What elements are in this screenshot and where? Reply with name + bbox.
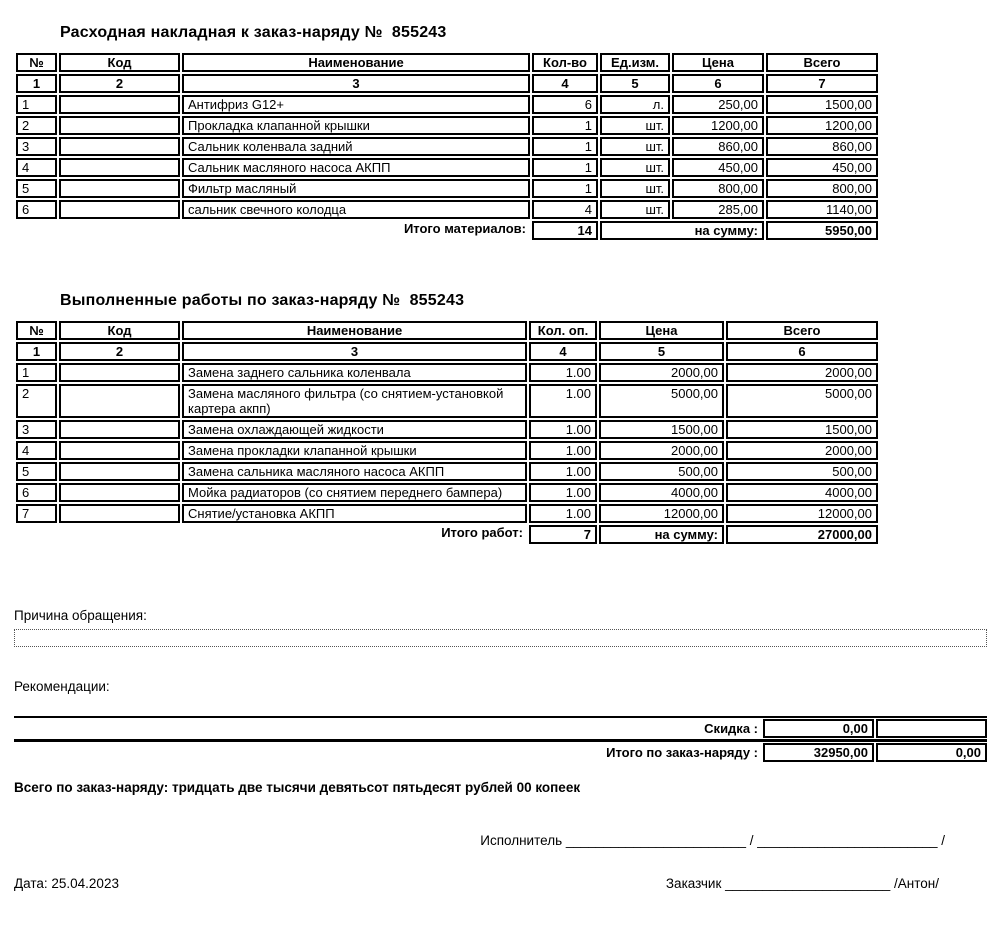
cell-total: 5000,00 bbox=[726, 384, 878, 418]
cell-name: Сальник коленвала задний bbox=[182, 137, 530, 156]
column-number: 5 bbox=[600, 74, 670, 93]
column-header-qty: Кол. оп. bbox=[529, 321, 597, 340]
total-in-words: Всего по заказ-наряду: тридцать две тысячи девятьсот пятьдесят рублей 00 копеек bbox=[14, 780, 581, 795]
discount-extra bbox=[876, 719, 987, 738]
works-total-sum: 27000,00 bbox=[726, 525, 878, 544]
column-header-code: Код bbox=[59, 53, 180, 72]
column-header-name: Наименование bbox=[182, 321, 527, 340]
cell-unit: шт. bbox=[600, 116, 670, 135]
column-header-code: Код bbox=[59, 321, 180, 340]
cell-unit: шт. bbox=[600, 179, 670, 198]
reason-label: Причина обращения: bbox=[14, 608, 147, 623]
reason-input-box bbox=[14, 629, 987, 647]
table-row bbox=[16, 116, 878, 135]
cell-name: Сальник масляного насоса АКПП bbox=[182, 158, 530, 177]
works-total-label: Итого работ: bbox=[441, 525, 523, 540]
column-number: 3 bbox=[182, 342, 527, 361]
column-number: 5 bbox=[599, 342, 724, 361]
cell-total: 860,00 bbox=[766, 137, 878, 156]
cell-n: 4 bbox=[16, 441, 57, 460]
column-number: 4 bbox=[532, 74, 598, 93]
column-header-total: Всего bbox=[766, 53, 878, 72]
cell-qty: 1 bbox=[532, 179, 598, 198]
works-colnum-row bbox=[16, 342, 878, 361]
date-label: Дата: 25.04.2023 bbox=[14, 876, 119, 891]
column-header-qty: Кол-во bbox=[532, 53, 598, 72]
cell-n: 4 bbox=[16, 158, 57, 177]
cell-total: 4000,00 bbox=[726, 483, 878, 502]
cell-total: 1140,00 bbox=[766, 200, 878, 219]
materials-totals-row bbox=[16, 221, 878, 240]
cell-n: 3 bbox=[16, 137, 57, 156]
table-row bbox=[16, 483, 878, 502]
cell-total: 800,00 bbox=[766, 179, 878, 198]
table-row bbox=[16, 504, 878, 523]
cell-unit: л. bbox=[600, 95, 670, 114]
cell-price: 500,00 bbox=[599, 462, 724, 481]
cell-qty: 1.00 bbox=[529, 363, 597, 382]
cell-qty: 6 bbox=[532, 95, 598, 114]
cell-code bbox=[59, 483, 180, 502]
cell-name: Антифриз G12+ bbox=[182, 95, 530, 114]
materials-title: Расходная накладная к заказ-наряду № 855243 bbox=[60, 24, 447, 41]
cell-name: Замена прокладки клапанной крышки bbox=[182, 441, 527, 460]
cell-total: 2000,00 bbox=[726, 363, 878, 382]
cell-qty: 1 bbox=[532, 137, 598, 156]
cell-n: 1 bbox=[16, 95, 57, 114]
materials-total-qty: 14 bbox=[532, 221, 598, 240]
column-header-number: № bbox=[16, 53, 57, 72]
order-total-extra: 0,00 bbox=[876, 743, 987, 762]
recommendations-label: Рекомендации: bbox=[14, 679, 110, 694]
cell-code bbox=[59, 384, 180, 418]
cell-name: сальник свечного колодца bbox=[182, 200, 530, 219]
column-header-total: Всего bbox=[726, 321, 878, 340]
cell-name: Фильтр масляный bbox=[182, 179, 530, 198]
materials-header-row bbox=[16, 53, 878, 72]
cell-unit: шт. bbox=[600, 137, 670, 156]
works-header-row bbox=[16, 321, 878, 340]
cell-n: 2 bbox=[16, 116, 57, 135]
column-number: 2 bbox=[59, 74, 180, 93]
column-number: 3 bbox=[182, 74, 530, 93]
customer-signature-line: Заказчик ______________________ /Антон/ bbox=[665, 876, 939, 891]
cell-price: 2000,00 bbox=[599, 363, 724, 382]
materials-table bbox=[14, 51, 880, 242]
cell-n: 5 bbox=[16, 462, 57, 481]
cell-code bbox=[59, 116, 180, 135]
works-body bbox=[16, 363, 878, 523]
divider bbox=[14, 716, 987, 718]
discount-row bbox=[14, 719, 987, 738]
table-row bbox=[16, 363, 878, 382]
cell-n: 1 bbox=[16, 363, 57, 382]
cell-code bbox=[59, 95, 180, 114]
cell-qty: 4 bbox=[532, 200, 598, 219]
executor-signature-line: Исполнитель ________________________ / ________________________ / bbox=[480, 833, 945, 848]
cell-price: 450,00 bbox=[672, 158, 764, 177]
cell-unit: шт. bbox=[600, 200, 670, 219]
table-row bbox=[16, 384, 878, 418]
cell-name: Замена сальника масляного насоса АКПП bbox=[182, 462, 527, 481]
cell-n: 5 bbox=[16, 179, 57, 198]
column-number: 1 bbox=[16, 74, 57, 93]
cell-name: Мойка радиаторов (со снятием переднего бампера) bbox=[182, 483, 527, 502]
cell-code bbox=[59, 137, 180, 156]
works-total-qty: 7 bbox=[529, 525, 597, 544]
cell-n: 2 bbox=[16, 384, 57, 418]
works-table bbox=[14, 319, 880, 546]
cell-total: 1500,00 bbox=[766, 95, 878, 114]
table-row bbox=[16, 179, 878, 198]
works-title: Выполненные работы по заказ-наряду № 855243 bbox=[60, 292, 465, 309]
cell-qty: 1 bbox=[532, 116, 598, 135]
cell-code bbox=[59, 462, 180, 481]
cell-qty: 1.00 bbox=[529, 483, 597, 502]
materials-total-label: Итого материалов: bbox=[403, 221, 526, 236]
order-total-value: 32950,00 bbox=[763, 743, 874, 762]
cell-code bbox=[59, 200, 180, 219]
cell-qty: 1.00 bbox=[529, 504, 597, 523]
column-number: 4 bbox=[529, 342, 597, 361]
cell-n: 7 bbox=[16, 504, 57, 523]
table-row bbox=[16, 200, 878, 219]
cell-price: 12000,00 bbox=[599, 504, 724, 523]
table-row bbox=[16, 95, 878, 114]
cell-total: 12000,00 bbox=[726, 504, 878, 523]
cell-total: 1500,00 bbox=[726, 420, 878, 439]
discount-label: Скидка : bbox=[704, 721, 758, 736]
cell-code bbox=[59, 363, 180, 382]
cell-code bbox=[59, 179, 180, 198]
cell-qty: 1.00 bbox=[529, 462, 597, 481]
column-number: 2 bbox=[59, 342, 180, 361]
cell-total: 1200,00 bbox=[766, 116, 878, 135]
column-number: 6 bbox=[672, 74, 764, 93]
column-header-number: № bbox=[16, 321, 57, 340]
column-number: 7 bbox=[766, 74, 878, 93]
cell-name: Замена охлаждающей жидкости bbox=[182, 420, 527, 439]
cell-n: 6 bbox=[16, 200, 57, 219]
cell-qty: 1.00 bbox=[529, 420, 597, 439]
order-total-row bbox=[14, 743, 987, 762]
table-row bbox=[16, 137, 878, 156]
divider bbox=[14, 739, 987, 742]
cell-code bbox=[59, 420, 180, 439]
column-header-price: Цена bbox=[672, 53, 764, 72]
table-row bbox=[16, 462, 878, 481]
column-header-name: Наименование bbox=[182, 53, 530, 72]
materials-colnum-row bbox=[16, 74, 878, 93]
cell-price: 860,00 bbox=[672, 137, 764, 156]
cell-name: Снятие/установка АКПП bbox=[182, 504, 527, 523]
cell-code bbox=[59, 504, 180, 523]
cell-qty: 1.00 bbox=[529, 441, 597, 460]
cell-name: Замена заднего сальника коленвала bbox=[182, 363, 527, 382]
cell-qty: 1 bbox=[532, 158, 598, 177]
table-row bbox=[16, 420, 878, 439]
cell-total: 2000,00 bbox=[726, 441, 878, 460]
cell-price: 1200,00 bbox=[672, 116, 764, 135]
table-row bbox=[16, 441, 878, 460]
column-header-price: Цена bbox=[599, 321, 724, 340]
cell-name: Прокладка клапанной крышки bbox=[182, 116, 530, 135]
cell-n: 6 bbox=[16, 483, 57, 502]
materials-total-sum: 5950,00 bbox=[766, 221, 878, 240]
cell-price: 250,00 bbox=[672, 95, 764, 114]
materials-body bbox=[16, 95, 878, 219]
cell-price: 800,00 bbox=[672, 179, 764, 198]
cell-name: Замена масляного фильтра (со снятием-установкой картера акпп) bbox=[182, 384, 527, 418]
cell-n: 3 bbox=[16, 420, 57, 439]
materials-sum-label: на сумму: bbox=[600, 221, 764, 240]
cell-unit: шт. bbox=[600, 158, 670, 177]
column-number: 6 bbox=[726, 342, 878, 361]
column-number: 1 bbox=[16, 342, 57, 361]
cell-qty: 1.00 bbox=[529, 384, 597, 418]
order-total-label: Итого по заказ-наряду : bbox=[606, 745, 758, 760]
column-header-unit: Ед.изм. bbox=[600, 53, 670, 72]
cell-price: 285,00 bbox=[672, 200, 764, 219]
cell-price: 1500,00 bbox=[599, 420, 724, 439]
footer-row bbox=[14, 876, 985, 891]
cell-total: 450,00 bbox=[766, 158, 878, 177]
cell-code bbox=[59, 441, 180, 460]
cell-price: 5000,00 bbox=[599, 384, 724, 418]
cell-price: 4000,00 bbox=[599, 483, 724, 502]
cell-total: 500,00 bbox=[726, 462, 878, 481]
works-totals-row bbox=[16, 525, 878, 544]
cell-price: 2000,00 bbox=[599, 441, 724, 460]
cell-code bbox=[59, 158, 180, 177]
discount-value: 0,00 bbox=[763, 719, 874, 738]
works-sum-label: на сумму: bbox=[599, 525, 724, 544]
table-row bbox=[16, 158, 878, 177]
